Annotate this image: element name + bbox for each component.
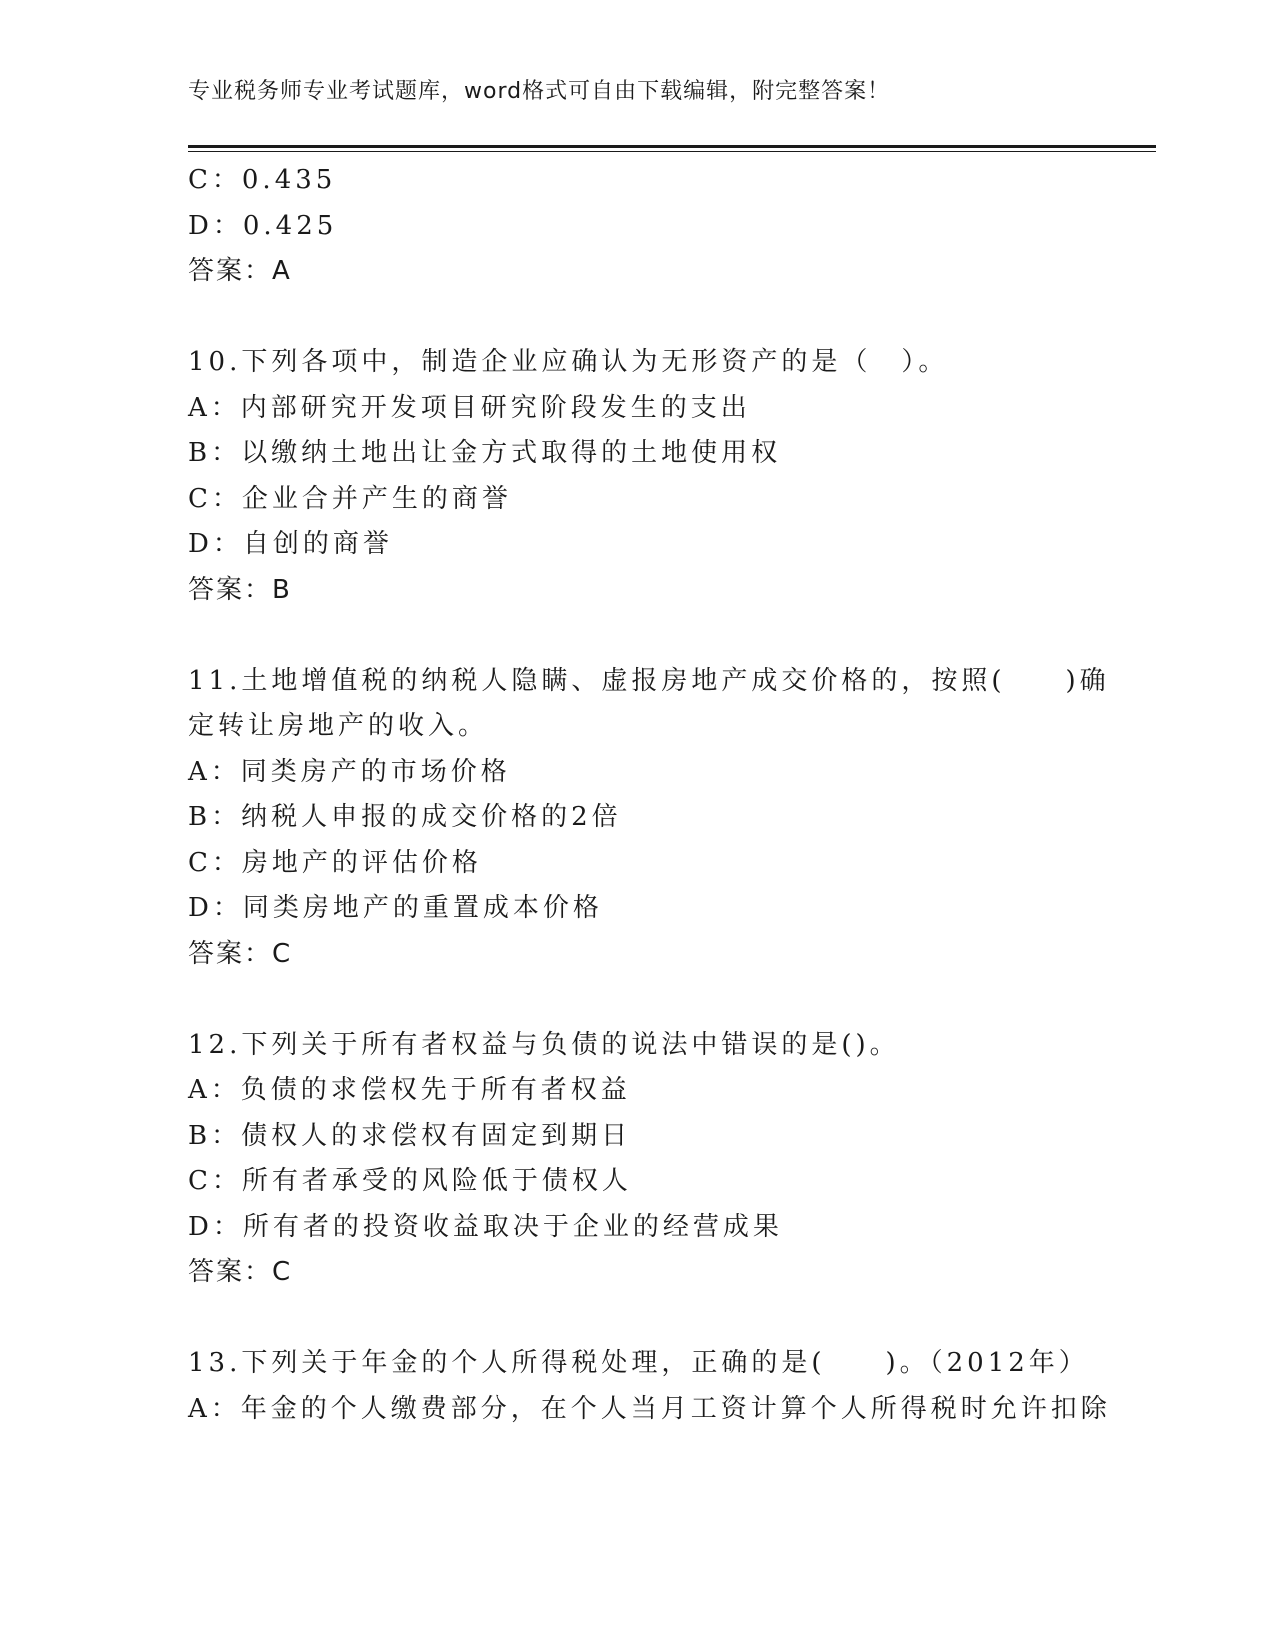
spacer [188,295,1088,341]
question-stem-continued: 定转让房地产的收入。 [188,711,489,741]
question-11 [188,659,1110,978]
option-a: A：内部研究开发项目研究阶段发生的支出 [188,392,751,423]
option-a: A：负债的求偿权先于所有者权益 [188,1075,631,1105]
option-c: C：房地产的评估价格 [188,847,482,878]
question-10 [188,340,1088,613]
spacer [188,613,1088,659]
option-a: A：同类房产的市场价格 [188,756,511,787]
question-13 [188,1341,1111,1432]
spacer [188,1296,1088,1342]
option-b: B：纳税人申报的成交价格的2倍 [188,802,622,832]
header-rule-thick [188,145,1156,148]
option-b: B：债权人的求偿权有固定到期日 [188,1120,632,1151]
question-stem: 11.土地增值税的纳税人隐瞒、虚报房地产成交价格的，按照( )确 [188,665,1110,696]
option-c: C：企业合并产生的商誉 [188,483,512,514]
option-d: D：所有者的投资收益取决于企业的经营成果 [188,1211,783,1242]
question-list [188,158,1111,1432]
option-d: D：0.425 [188,210,338,241]
spacer [188,977,1088,1023]
question-stem: 13.下列关于年金的个人所得税处理，正确的是( )。（2012年） [188,1348,1089,1378]
answer: 答案：B [188,574,292,605]
option-c: C：所有者承受的风险低于债权人 [188,1166,632,1196]
option-c: C：0.435 [188,165,337,195]
question-stem: 12.下列关于所有者权益与负债的说法中错误的是()。 [188,1029,900,1060]
option-a: A：年金的个人缴费部分，在个人当月工资计算个人所得税时允许扣除 [188,1393,1111,1424]
question-12 [188,1023,1088,1296]
option-d: D：自创的商誉 [188,529,393,559]
question-stem: 10.下列各项中，制造企业应确认为无形资产的是（ ）。 [188,347,949,377]
answer: 答案：C [188,1257,293,1287]
option-b: B：以缴纳土地出让金方式取得的土地使用权 [188,438,782,468]
answer: 答案：A [188,256,292,286]
question-9-tail [188,158,1088,295]
header-rule-thin [188,151,1156,152]
page-header: 专业税务师专业考试题库，word格式可自由下载编辑，附完整答案！ [188,79,891,104]
option-d: D：同类房地产的重置成本价格 [188,893,603,923]
answer: 答案：C [188,938,293,969]
